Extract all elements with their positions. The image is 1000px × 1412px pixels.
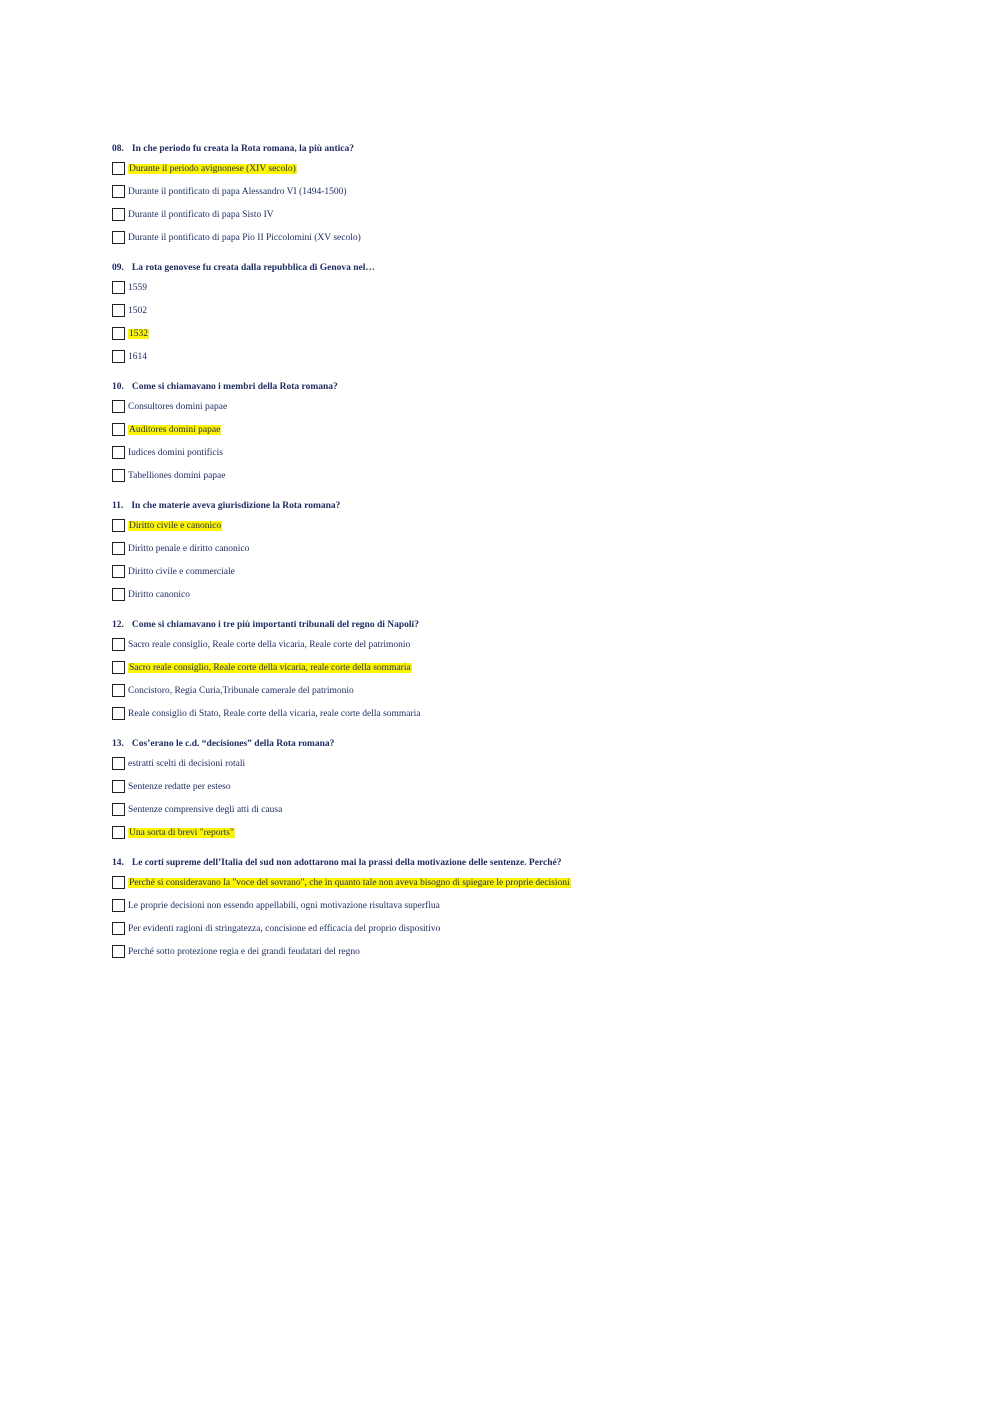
checkbox[interactable] <box>112 826 125 839</box>
answer-option[interactable] <box>112 226 732 249</box>
question-block <box>112 260 732 368</box>
checkbox[interactable] <box>112 304 125 317</box>
checkbox[interactable] <box>112 661 125 674</box>
question-label: La rota genovese fu creata dalla repubblica di Genova nel… <box>131 263 375 273</box>
answer-label: 1502 <box>128 305 147 316</box>
answer-label: Durante il pontificato di papa Sisto IV <box>128 209 274 220</box>
question-text <box>112 617 732 633</box>
checkbox[interactable] <box>112 350 125 363</box>
checkbox[interactable] <box>112 803 125 816</box>
answer-option[interactable] <box>112 583 732 606</box>
highlighted-answer-label: Auditores domini papae <box>129 424 221 435</box>
checkbox[interactable] <box>112 281 125 294</box>
answer-label: Diritto civile e commerciale <box>128 566 235 577</box>
question-number: 12. <box>112 620 124 630</box>
answer-option[interactable] <box>112 514 732 537</box>
answer-option[interactable] <box>112 917 732 940</box>
question-number: 14. <box>112 858 124 868</box>
answer-label: Iudices domini pontificis <box>128 447 223 458</box>
highlighted-answer-label: Sacro reale consiglio, Reale corte della vicaria, reale corte della sommaria <box>129 662 411 673</box>
question-label: Le corti supreme dell’Italia del sud non adottarono mai la prassi della motivazione delle sentenze. Perché? <box>131 858 562 868</box>
answer-option[interactable] <box>112 775 732 798</box>
highlighted-answer-label: Una sorta di brevi "reports" <box>129 827 234 838</box>
question-number: 08. <box>112 144 124 154</box>
checkbox[interactable] <box>112 876 125 889</box>
answer-option[interactable] <box>112 203 732 226</box>
question-text <box>112 141 732 157</box>
answer-option[interactable] <box>112 395 732 418</box>
answer-label: Consultores domini papae <box>128 401 228 412</box>
checkbox[interactable] <box>112 519 125 532</box>
checkbox[interactable] <box>112 208 125 221</box>
checkbox[interactable] <box>112 899 125 912</box>
highlighted-answer-label: Durante il periodo avignonese (XIV secolo) <box>129 163 296 174</box>
answer-option[interactable] <box>112 322 732 345</box>
checkbox[interactable] <box>112 423 125 436</box>
answer-option[interactable] <box>112 464 732 487</box>
checkbox[interactable] <box>112 185 125 198</box>
checkbox[interactable] <box>112 945 125 958</box>
answer-label: Concistoro, Regia Curia,Tribunale camerale del patrimonio <box>128 685 354 696</box>
checkbox[interactable] <box>112 707 125 720</box>
question-block <box>112 141 732 249</box>
answer-label: estratti scelti di decisioni rotali <box>128 758 246 769</box>
checkbox[interactable] <box>112 446 125 459</box>
answer-option[interactable] <box>112 441 732 464</box>
quiz-page <box>112 141 732 974</box>
question-block <box>112 855 732 963</box>
checkbox[interactable] <box>112 780 125 793</box>
checkbox[interactable] <box>112 400 125 413</box>
question-block <box>112 736 732 844</box>
answer-label: Durante il pontificato di papa Alessandro VI (1494-1500) <box>128 186 347 197</box>
question-text <box>112 736 732 752</box>
question-block <box>112 498 732 606</box>
question-number: 09. <box>112 263 124 273</box>
answer-option[interactable] <box>112 940 732 963</box>
answer-label: 1614 <box>128 351 147 362</box>
highlighted-answer-label: Diritto civile e canonico <box>129 520 222 531</box>
question-text <box>112 855 732 871</box>
question-block <box>112 379 732 487</box>
question-block <box>112 617 732 725</box>
answer-option[interactable] <box>112 299 732 322</box>
question-label: In che periodo fu creata la Rota romana, la più antica? <box>131 144 354 154</box>
answer-label: Diritto penale e diritto canonico <box>128 543 250 554</box>
answer-option[interactable] <box>112 276 732 299</box>
question-text <box>112 498 732 514</box>
answer-option[interactable] <box>112 418 732 441</box>
answer-label: Reale consiglio di Stato, Reale corte della vicaria, reale corte della sommaria <box>128 708 421 719</box>
checkbox[interactable] <box>112 565 125 578</box>
highlighted-answer-label: 1532 <box>129 328 148 339</box>
checkbox[interactable] <box>112 684 125 697</box>
answer-option[interactable] <box>112 752 732 775</box>
answer-label: Perché sotto protezione regia e dei grandi feudatari del regno <box>128 946 360 957</box>
answer-label: Tabelliones domini papae <box>128 470 226 481</box>
answer-option[interactable] <box>112 157 732 180</box>
checkbox[interactable] <box>112 757 125 770</box>
answer-label: Sacro reale consiglio, Reale corte della vicaria, Reale corte del patrimonio <box>128 639 411 650</box>
answer-option[interactable] <box>112 894 732 917</box>
answer-option[interactable] <box>112 345 732 368</box>
question-label: Cos’erano le c.d. “decisiones” della Rota romana? <box>131 739 335 749</box>
answer-label: Per evidenti ragioni di stringatezza, concisione ed efficacia del proprio dispositivo <box>128 923 441 934</box>
answer-option[interactable] <box>112 656 732 679</box>
checkbox[interactable] <box>112 162 125 175</box>
checkbox[interactable] <box>112 922 125 935</box>
checkbox[interactable] <box>112 542 125 555</box>
question-label: In che materie aveva giurisdizione la Rota romana? <box>131 501 341 511</box>
checkbox[interactable] <box>112 231 125 244</box>
question-label: Come si chiamavano i tre più importanti tribunali del regno di Napoli? <box>131 620 419 630</box>
checkbox[interactable] <box>112 638 125 651</box>
question-number: 10. <box>112 382 124 392</box>
checkbox[interactable] <box>112 469 125 482</box>
question-text <box>112 260 732 276</box>
answer-label: 1559 <box>128 282 147 293</box>
answer-option[interactable] <box>112 560 732 583</box>
highlighted-answer-label: Perché si consideravano la "voce del sovrano", che in quanto tale non aveva bisogno di spiegare le proprie decisioni <box>129 877 570 888</box>
answer-option[interactable] <box>112 633 732 656</box>
question-text <box>112 379 732 395</box>
answer-option[interactable] <box>112 798 732 821</box>
question-number: 11. <box>112 501 124 511</box>
checkbox[interactable] <box>112 588 125 601</box>
answer-option[interactable] <box>112 679 732 702</box>
answer-option[interactable] <box>112 871 732 894</box>
answer-option[interactable] <box>112 180 732 203</box>
answer-label: Sentenze comprensive degli atti di causa <box>128 804 283 815</box>
answer-label: Sentenze redatte per esteso <box>128 781 231 792</box>
answer-option[interactable] <box>112 702 732 725</box>
answer-option[interactable] <box>112 821 732 844</box>
question-number: 13. <box>112 739 124 749</box>
answer-option[interactable] <box>112 537 732 560</box>
answer-label: Le proprie decisioni non essendo appellabili, ogni motivazione risultava superflua <box>128 900 440 911</box>
answer-label: Durante il pontificato di papa Pio II Piccolomini (XV secolo) <box>128 232 361 243</box>
question-label: Come si chiamavano i membri della Rota romana? <box>131 382 338 392</box>
checkbox[interactable] <box>112 327 125 340</box>
answer-label: Diritto canonico <box>128 589 190 600</box>
